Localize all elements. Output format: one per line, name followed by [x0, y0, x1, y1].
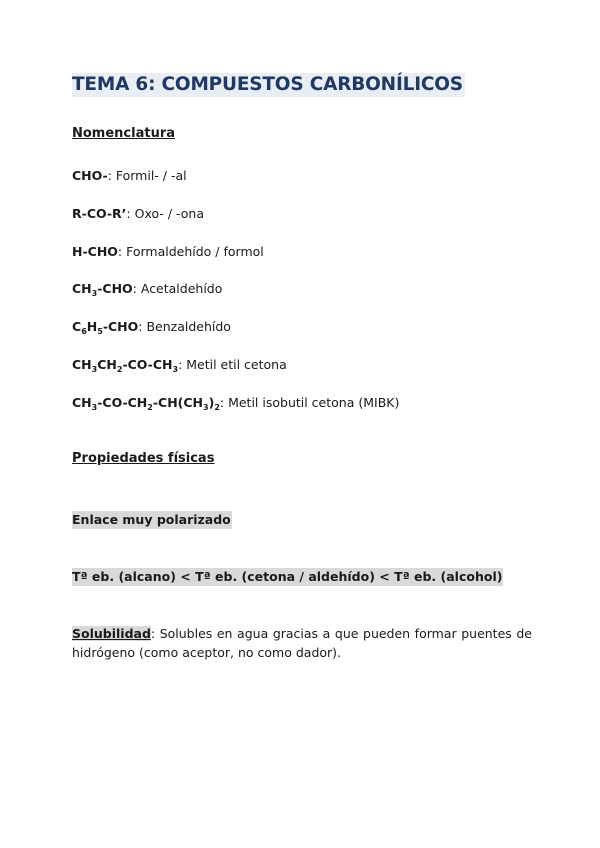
- section-heading-propiedades: Propiedades físicas: [72, 451, 215, 466]
- nomenclature-item: [72, 357, 287, 372]
- formula: $CH_3$-CHO: [72, 281, 133, 298]
- nomenclature-item: [72, 281, 222, 296]
- nomenclature-item: [72, 244, 264, 259]
- highlight-enlace: Enlace muy polarizado: [72, 512, 231, 527]
- formula: R-CO-R’: [72, 206, 127, 221]
- nomenclature-item: [72, 206, 204, 221]
- nomenclature-item: [72, 168, 187, 183]
- formula: $CH_3CH_2-CO-CH_3$: [72, 357, 179, 374]
- section-heading-nomenclatura: Nomenclatura: [72, 126, 176, 141]
- formula-description: : Benzaldehído: [138, 319, 231, 334]
- nomenclature-item: [72, 319, 231, 334]
- solubilidad-paragraph: [72, 624, 532, 662]
- formula-description: : Oxo- / -ona: [126, 206, 204, 221]
- formula: $C_6H_5$-CHO: [72, 319, 139, 336]
- page-title: TEMA 6: COMPUESTOS CARBONÍLICOS: [72, 74, 463, 95]
- formula-description: : Formil- / -al: [107, 168, 187, 183]
- solubilidad-label: Solubilidad: [72, 626, 151, 641]
- formula: CHO-: [72, 168, 108, 183]
- nomenclature-item: [72, 395, 399, 410]
- solubilidad-text: : Solubles en agua gracias a que pueden formar puentes de hidrógeno (como aceptor, no como dador).: [72, 626, 532, 660]
- formula-description: : Formaldehído / formol: [117, 244, 264, 259]
- formula: H-CHO: [72, 244, 118, 259]
- formula-description: : Metil etil cetona: [178, 357, 287, 372]
- highlight-temperatura: Tª eb. (alcano) < Tª eb. (cetona / aldehído) < Tª eb. (alcohol): [72, 569, 503, 584]
- formula-description: : Acetaldehído: [132, 281, 223, 296]
- formula: $CH_3-CO-CH_2-CH(CH_3)_2$: [72, 395, 220, 412]
- formula-description: : Metil isobutil cetona (MIBK): [219, 395, 400, 410]
